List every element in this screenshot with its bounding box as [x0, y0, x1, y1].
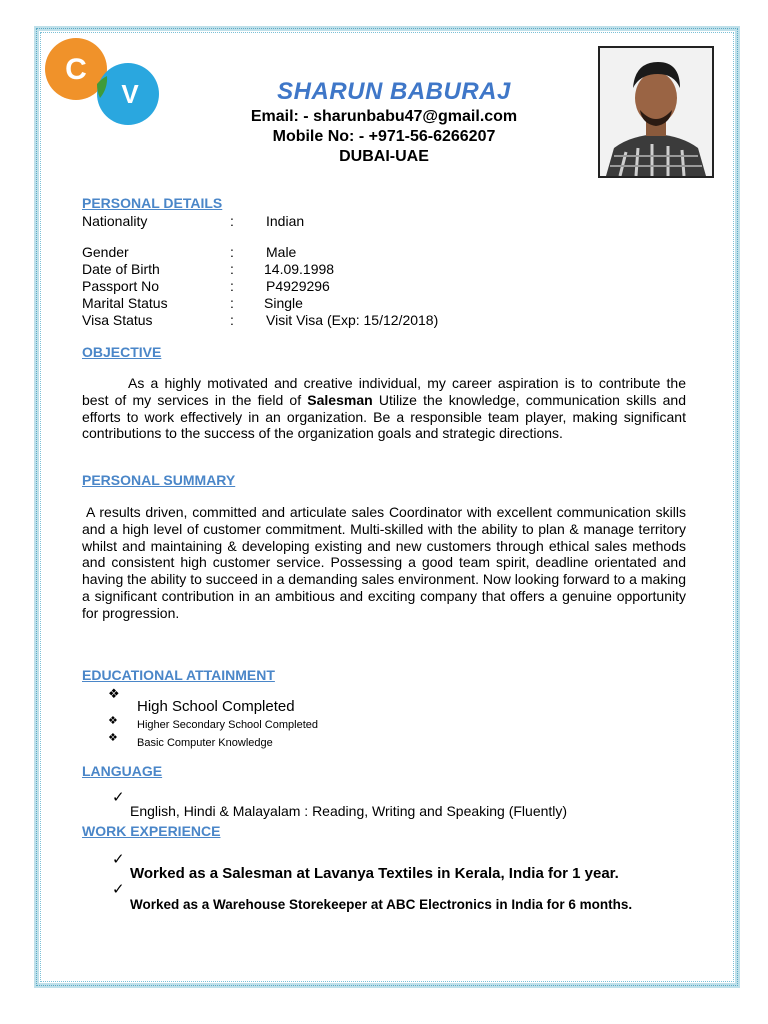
- email-line: Email: - sharunbabu47@gmail.com: [250, 108, 518, 125]
- work-item: Worked as a Warehouse Storekeeper at ABC Electronics in India for 6 months.: [130, 897, 633, 912]
- education-item: Higher Secondary School Completed: [137, 719, 318, 731]
- detail-value: Single: [264, 295, 303, 311]
- logo-letter-c: C: [65, 53, 87, 86]
- detail-value: P4929296: [266, 278, 330, 294]
- detail-value: Indian: [266, 213, 305, 229]
- mobile-line: Mobile No: - +971-56-6266207: [272, 128, 496, 145]
- detail-sep: :: [230, 278, 234, 294]
- objective-text-start: As a highly motivated and creative individual, my career aspiration is to contribute the best of my services in the field of: [82, 375, 686, 408]
- objective-text: [82, 375, 686, 442]
- detail-sep: :: [230, 295, 234, 311]
- personal-details-heading: PERSONAL DETAILS: [82, 195, 223, 211]
- diamond-bullet-icon: ❖: [108, 686, 120, 701]
- summary-text: A results driven, committed and articulate sales Coordinator with excellent communication skills and a high level of customer commitment. Multi-skilled with the ability to plan & manage territory whilst and maintaining & developing existing and new customers through ethical sales methods and consistent high customer service. Possessing a good team spirit, deadline orientated and having the ability to succeed in a demanding sales environment. Now looking forward to a making a significant contribution in an ambitious and exciting company that offers a genuine opportunity for progression.: [82, 504, 686, 621]
- detail-key: Nationality: [82, 213, 148, 229]
- language-text: English, Hindi & Malayalam : Reading, Writing and Speaking (Fluently): [130, 803, 568, 819]
- objective-heading: OBJECTIVE: [82, 344, 162, 360]
- logo-letter-v: V: [121, 79, 139, 109]
- detail-sep: :: [230, 213, 234, 229]
- personal-summary-heading: PERSONAL SUMMARY: [82, 472, 236, 488]
- detail-sep: :: [230, 244, 234, 260]
- work-experience-heading: WORK EXPERIENCE: [82, 823, 221, 839]
- work-item: Worked as a Salesman at Lavanya Textiles in Kerala, India for 1 year.: [130, 865, 619, 882]
- detail-sep: :: [230, 312, 234, 328]
- objective-text-end: Utilize the knowledge, communication skills and efforts to work effectively in an organization. Be a responsible team player, making significant contributions to the success of the organization goals and strategic directions.: [82, 391, 686, 442]
- detail-key: Date of Birth: [82, 261, 160, 277]
- diamond-bullet-icon: ❖: [108, 732, 118, 744]
- education-item: Basic Computer Knowledge: [137, 737, 273, 749]
- detail-key: Gender: [82, 244, 129, 260]
- detail-sep: :: [230, 261, 234, 277]
- detail-value: Visit Visa (Exp: 15/12/2018): [266, 312, 439, 328]
- detail-key: Passport No: [82, 278, 160, 294]
- language-heading: LANGUAGE: [82, 763, 163, 779]
- detail-key: Visa Status: [82, 312, 153, 328]
- detail-value: 14.09.1998: [264, 261, 335, 277]
- checkmark-icon: ✓: [112, 851, 125, 868]
- detail-value: Male: [266, 244, 297, 260]
- location: DUBAI-UAE: [339, 148, 429, 165]
- education-item: High School Completed: [137, 698, 295, 715]
- objective-bold-word: Salesman: [307, 391, 373, 408]
- education-heading: EDUCATIONAL ATTAINMENT: [82, 667, 275, 683]
- checkmark-icon: ✓: [112, 881, 125, 898]
- diamond-bullet-icon: ❖: [108, 715, 118, 727]
- candidate-name: SHARUN BABURAJ: [277, 78, 511, 105]
- detail-key: Marital Status: [82, 295, 168, 311]
- checkmark-icon: ✓: [112, 789, 125, 806]
